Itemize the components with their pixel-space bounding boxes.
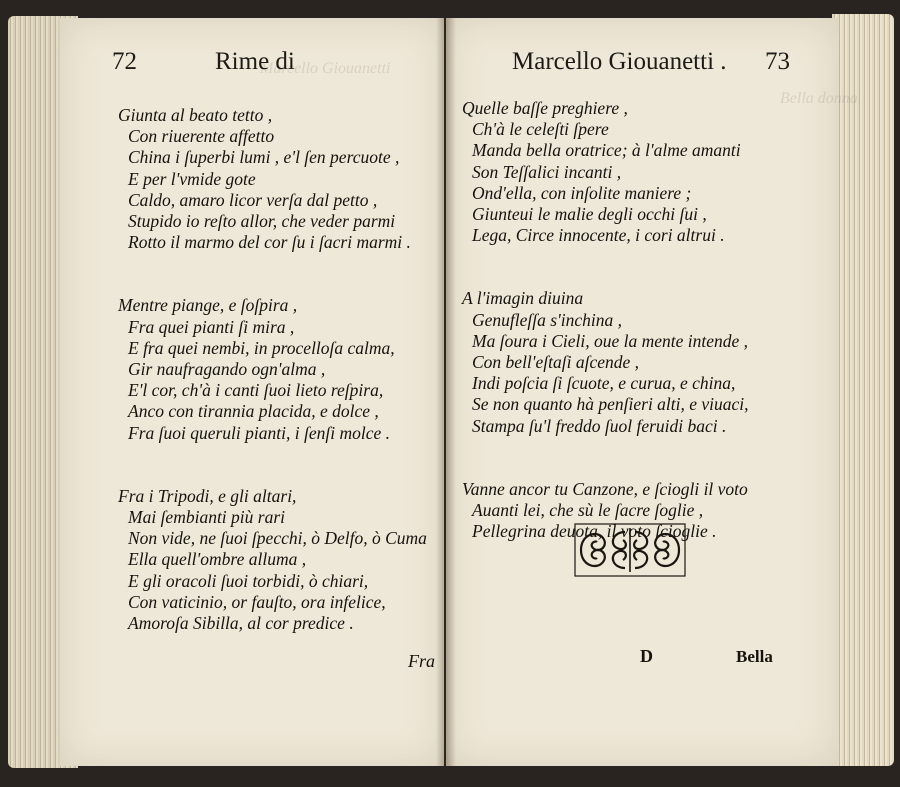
verse-line: Ch'à le celeſti ſpere	[472, 119, 609, 140]
verse-line: Quelle baſſe preghiere ,	[462, 98, 628, 118]
verse-line: E gli oracoli ſuoi torbidi, ò chiari,	[128, 570, 369, 591]
verse-line: China i ſuperbi lumi , e'l ſen percuote ,	[128, 147, 400, 168]
verse-line: Pellegrina deuota, il voto ſcioglie .	[472, 521, 717, 542]
stanza	[118, 105, 427, 253]
page-number-left: 72	[112, 48, 137, 75]
verse-line: Con vaticinio, or fauſto, ora infelice,	[128, 591, 386, 612]
page-number-right: 73	[765, 48, 790, 75]
verse-line: E'l cor, ch'à i canti ſuoi lieto reſpira,	[128, 380, 384, 401]
verse-line: Giunteui le malie degli occhi ſui ,	[472, 204, 707, 225]
printer-ornament	[573, 522, 687, 578]
stanza	[462, 288, 749, 436]
verse-line: Mai ſembianti più rari	[128, 507, 286, 528]
verse-line: Genufleſſa s'inchina ,	[472, 309, 623, 330]
catchword-right: Bella	[736, 647, 773, 666]
right-poem	[462, 98, 749, 584]
verse-line: Stupido io reſto allor, che veder parmi	[128, 211, 396, 232]
show-through-text: Bella donna	[780, 90, 858, 107]
verse-line: Indi poſcia ſi ſcuote, e curua, e china,	[472, 373, 736, 394]
verse-line: E fra quei nembi, in procelloſa calma,	[128, 337, 395, 358]
verse-line: Con riuerente affetto	[128, 126, 275, 147]
verse-line: Ella quell'ombre alluma ,	[128, 549, 307, 570]
running-title-left: Rime di	[215, 48, 295, 75]
verse-line: Con bell'eſtaſi aſcende ,	[472, 352, 640, 373]
right-page-edges	[832, 14, 894, 766]
signature-mark: D	[640, 646, 653, 666]
left-poem	[118, 105, 427, 676]
book-gutter	[436, 18, 456, 766]
verse-line: Fra quei pianti ſi mira ,	[128, 316, 295, 337]
verse-line: E per l'vmide gote	[128, 168, 256, 189]
verse-line: A l'imagin diuina	[462, 288, 584, 309]
verse-line: Fra ſuoi queruli pianti, i ſenſi molce .	[128, 422, 390, 443]
verse-line: Auanti lei, che sù le ſacre ſoglie ,	[472, 500, 704, 521]
verse-line: Ond'ella, con inſolite maniere ;	[472, 182, 692, 203]
verse-line: Non vide, ne ſuoi ſpecchi, ò Delfo, ò Cuma	[128, 528, 427, 549]
running-title-right: Marcello Giouanetti .	[512, 48, 727, 75]
verse-line: Stampa ſu'l freddo ſuol feruidi baci .	[472, 415, 727, 436]
verse-line: Fra i Tripodi, e gli altari,	[118, 485, 297, 506]
verse-line: Se non quanto hà penſieri alti, e viuaci,	[472, 394, 749, 415]
verse-line: Mentre piange, e ſoſpira ,	[118, 295, 298, 316]
catchword-left: Fra	[408, 651, 435, 671]
verse-line: Amoroſa Sibilla, al cor predice .	[128, 613, 354, 634]
verse-line: Gir naufragando ogn'alma ,	[128, 359, 326, 380]
stanza	[462, 98, 749, 246]
verse-line: Anco con tirannia placida, e dolce ,	[128, 401, 379, 422]
verse-line: Manda bella oratrice; à l'alme amanti	[472, 140, 741, 161]
verse-line: Son Teſſalici incanti ,	[472, 161, 622, 182]
stanza	[118, 295, 427, 443]
stanza	[118, 486, 427, 634]
verse-line: Caldo, amaro licor verſa dal petto ,	[128, 189, 378, 210]
verse-line: Vanne ancor tu Canzone, e ſciogli il voto	[462, 478, 748, 499]
verse-line: Ma ſoura i Cieli, oue la mente intende ,	[472, 330, 749, 351]
verse-line: Rotto il marmo del cor ſu i ſacri marmi .	[128, 232, 411, 253]
verse-line: Giunta al beato tetto ,	[118, 105, 273, 125]
verse-line: Lega, Circe innocente, i cori altrui .	[472, 225, 725, 246]
show-through-text: Marcello Giouanetti	[260, 60, 391, 77]
